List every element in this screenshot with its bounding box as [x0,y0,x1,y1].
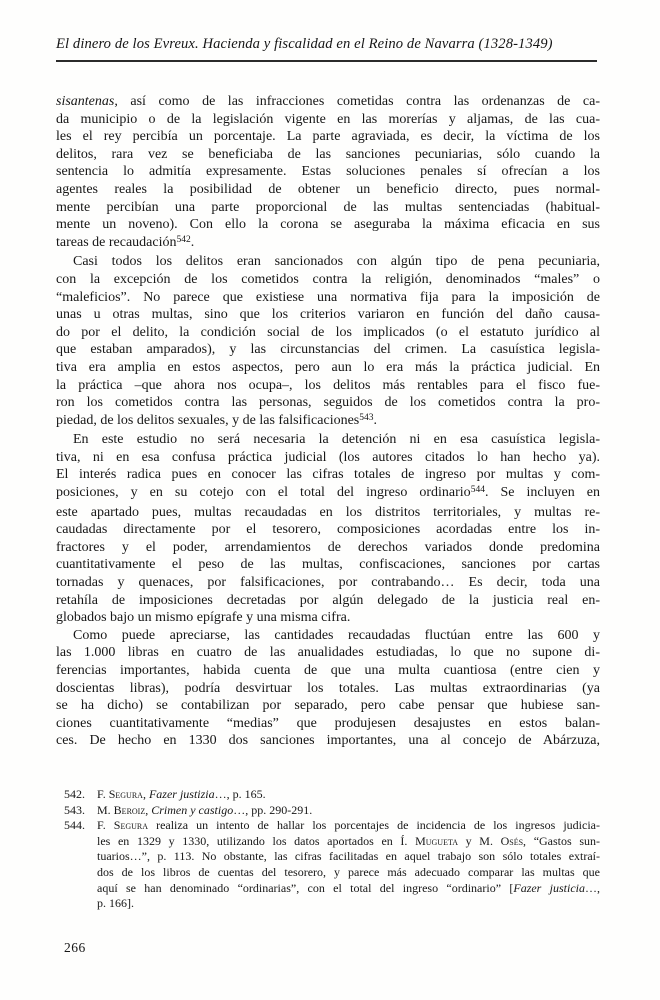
text-line: caudadas directamente por el tesorero, composiciones acordadas entre los in- [56,522,600,538]
text-line: do por el delito, la condición social de los implicados (o el estatuto jurídico al [56,324,600,340]
footnote-number: 544. [64,818,85,833]
footnote-number: 542. [64,787,85,801]
paragraph-2 [56,253,600,431]
text-line: En este estudio no será necesaria la detención ni en esa casuística legisla- [73,432,600,448]
footnote-544 [56,818,600,912]
page-number: 266 [64,940,86,955]
text-line: tornadas y quenaces, por falsificaciones, por contrabando… Es decir, toda una [56,575,600,591]
text-line: con la excepción de los cometidos contra la religión, denominados “males” o [56,271,600,287]
running-header [56,36,598,53]
text-line: las 1.000 libras en cuatro de las anualidades estudiadas, lo que no supone di- [56,645,600,661]
text-line: M. Beroiz, Crimen y castigo…, pp. 290-291. [97,802,313,817]
text-line: les el rey percibía un porcentaje. La parte agraviada, es decir, la víctima de los [56,129,600,145]
text-line: piedad, de los delitos sexuales, y de las falsificaciones$^{543}$. [56,412,378,428]
text-line: cuantitativamente el peso de las multas, confiscaciones, sanciones por cartas [56,557,600,573]
text-line: tareas de recaudación$^{542}$. [56,234,195,250]
text-line: aquí se han denominado “ordinarias”, con el total del ingreso “ordinario” [Fazer justicia…, [97,880,601,895]
footnote-number: 543. [64,802,85,817]
footnote-text [97,818,600,912]
footnote-543 [56,803,600,819]
text-line: tiva, ni en esa confusa práctica judicial (los autores citados lo han hecho ya). [56,449,600,465]
text-line: ron los cometidos contra las personas, seguidos de los cometidos contra la pro- [56,395,600,411]
text-line: Como puede apreciarse, las cantidades recaudadas fluctúan entre las 600 y [73,627,600,643]
text-line: delitos, rara vez se beneficiaba de las sanciones pecuniarias, sólo cuando la [56,146,600,162]
text-line: retahíla de imposiciones decretadas por algún delegado de la justicia real en- [56,592,600,608]
text-line: fractores y el poder, arrendamientos de derechos variados donde predomina [56,539,600,555]
text-line: se ha dicho) se contabilizan por separado, pero cabe pensar que hubiese san- [56,698,600,714]
text-line: F. Segura realiza un intento de hallar los porcentajes de incidencia de los ingresos judicia- [97,818,600,833]
text-line: la práctica –que ahora nos ocupa–, los delitos más rentables para el fisco fue- [56,377,600,393]
text-line: Casi todos los delitos eran sancionados con algún tipo de pena pecuniaria, [73,254,600,270]
footnote-542 [56,787,600,803]
text-line: unas u otras multas, sino que los criterios variaron en función del daño causa- [56,307,600,323]
footnote-text [97,803,600,819]
text-line: que estaban amparados), y las circunstancias del crimen. La casuística legisla- [56,342,600,358]
paragraph-4 [56,627,600,750]
text-line: El interés radica pues en conocer las cifras totales de ingreso por multas y com- [56,467,600,483]
text-line: p. 166]. [97,896,134,911]
text-line: ferencias importantes, habida cuenta de que una multa cuantiosa (entre cien y [56,663,600,678]
footnote-list [56,787,600,912]
text-line: ciones cuantitativamente “medias” que produjesen desajustes en estos balan- [56,715,600,731]
text-line: mente percibían una parte proporcional de las multas sentenciadas (habitual- [56,199,600,215]
text-line: F. Segura, Fazer justizia…, p. 165. [97,787,266,801]
text-line: posiciones, y en su cotejo con el total del ingreso ordinario$^{544}$. Se incluyen en [56,485,601,501]
text-line: “maleficios”. No parece que existiese una normativa fija para la imposición de [56,289,600,305]
text-line: sisantenas, así como de las infracciones cometidas contra las ordenanzas de ca- [56,94,600,109]
header-rule [56,60,597,62]
paragraph-1 [56,93,600,253]
text-line: tiva era amplia en estos aspectos, pero aun lo era más la práctica judicial. En [56,359,600,375]
text-line: les en 1329 y 1330, utilizando los datos aportados en Í. Mugueta y M. Osés, “Gastos sun- [97,833,600,848]
text-line: ces. De hecho en 1330 dos sanciones importantes, una al concejo de Abárzuza, [56,733,600,749]
text-line: mente un noveno). Con ello la corona se aseguraba la máxima eficacia en sus [56,217,600,233]
paragraph-3 [56,431,600,627]
text-line: da municipio o de la legislación vigente en las morerías y aljamas, de las cua- [56,111,600,127]
text-line: globados bajo un mismo epígrafe y una misma cifra. [56,610,351,626]
text-line: tuarios…”, p. 113. No obstante, las cifras facilitadas en aquel trabajo son sólo totales extraí- [97,849,600,864]
footnote-text [97,787,600,803]
text-line: dos de los libros de cuentas del tesorero, y parece más adecuado comparar las multas que [97,864,600,879]
text-line: doscientas libras), podría desvirtuar los totales. Las multas extraordinarias (ya [56,680,600,696]
body-text [56,93,600,750]
text-line: sentencia lo admitía expresamente. Estas soluciones penales sí ofrecían a los [56,164,600,180]
running-title: El dinero de los Evreux. Hacienda y fiscalidad en el Reino de Navarra (1328-1349) [56,36,553,52]
text-line: este apartado pues, multas recaudadas en los distritos territoriales, y multas re- [56,504,600,520]
text-line: agentes reales la posibilidad de obtener un beneficio directo, pues normal- [56,181,600,197]
